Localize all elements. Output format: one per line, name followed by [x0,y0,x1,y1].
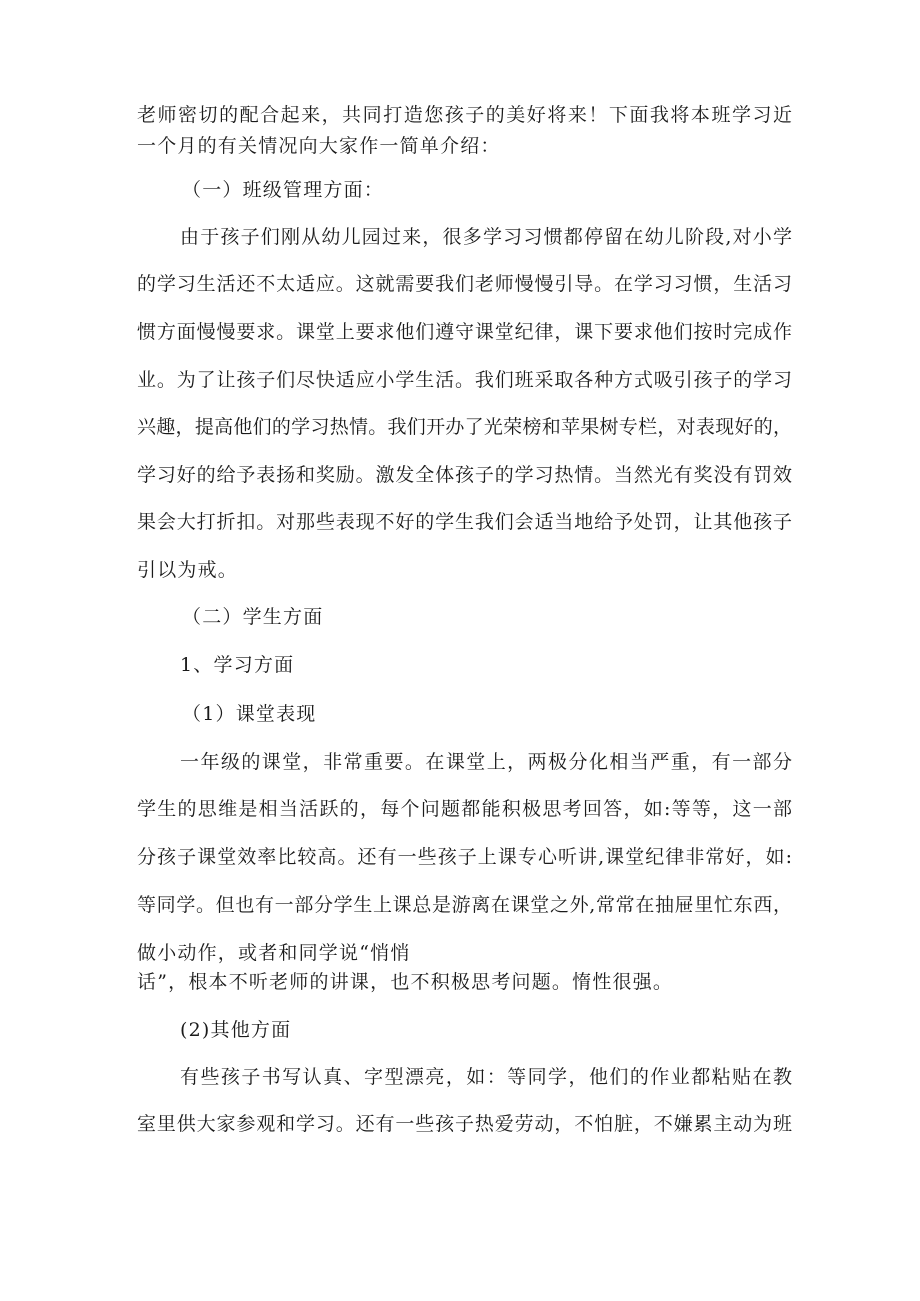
intro-line-1: 老师密切的配合起来，共同打造您孩子的美好将来！下面我将本班学习近 [137,104,792,126]
section-heading-students: （二）学生方面 [182,606,324,628]
paragraph-line: 室里供大家参观和学习。还有一些孩子热爱劳动，不怕脏，不嫌累主动为班 [137,1113,792,1135]
paragraph-line: 学习好的给予表扬和奖励。激发全体孩子的学习热情。当然光有奖没有罚效 [137,464,792,486]
paragraph-line: 果会大打折扣。对那些表现不好的学生我们会适当地给予处罚，让其他孩子 [137,511,792,533]
subheading-other-aspects: (2)其他方面 [180,1019,292,1041]
section-heading-class-management: （一）班级管理方面： [182,179,385,201]
subheading-study: 1、学习方面 [180,654,295,676]
paragraph-line: 的学习生活还不太适应。这就需要我们老师慢慢引导。在学习习惯，生活习 [137,273,792,295]
paragraph-line: 一年级的课堂，非常重要。在课堂上，两极分化相当严重，有一部分 [180,751,792,773]
paragraph-line: 引以为戒。 [137,559,239,581]
subheading-classroom-performance: （1）课堂表现 [182,703,317,725]
paragraph-line: 等同学。但也有一部分学生上课总是游离在课堂之外,常常在抽屉里忙东西， [137,894,792,916]
intro-line-2: 一个月的有关情况向大家作一简单介绍： [137,135,501,157]
paragraph-line: 惯方面慢慢要求。课堂上要求他们遵守课堂纪律，课下要求他们按时完成作 [137,321,792,343]
paragraph-line: 有些孩子书写认真、字型漂亮，如：等同学，他们的作业都粘贴在教 [180,1066,792,1088]
paragraph-line: 话”，根本不听老师的讲课，也不积极思考问题。惰性很强。 [137,971,674,993]
paragraph-line: 做小动作，或者和同学说“悄悄 [137,942,411,964]
paragraph-line: 由于孩子们刚从幼儿园过来，很多学习习惯都停留在幼儿阶段,对小学 [180,226,792,248]
paragraph-line: 分孩子课堂效率比较高。还有一些孩子上课专心听讲,课堂纪律非常好，如: [137,846,792,868]
paragraph-line: 业。为了让孩子们尽快适应小学生活。我们班采取各种方式吸引孩子的学习 [137,369,792,391]
paragraph-line: 兴趣，提高他们的学习热情。我们开办了光荣榜和苹果树专栏，对表现好的， [137,416,792,438]
paragraph-line: 学生的思维是相当活跃的，每个问题都能积极思考回答，如:等等，这一部 [137,798,792,820]
